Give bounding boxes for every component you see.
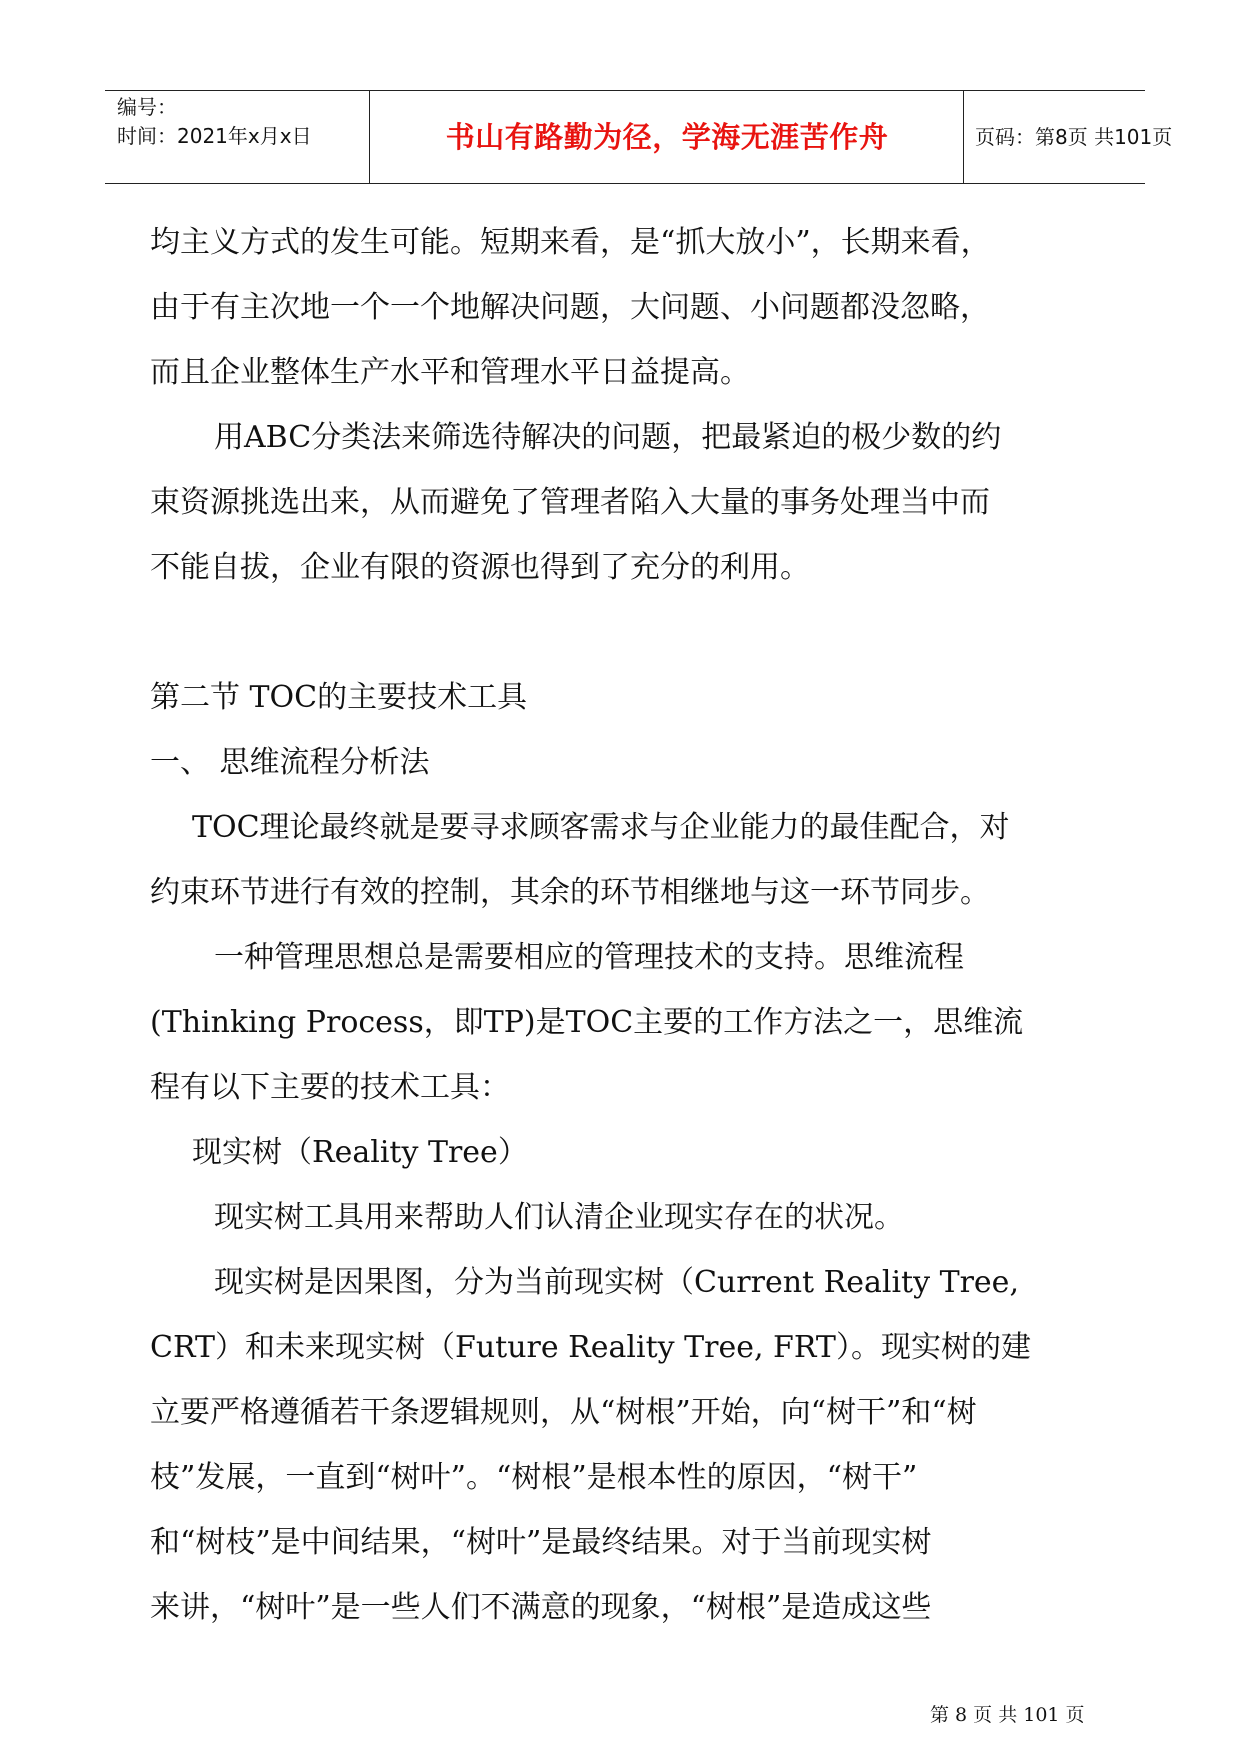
section-heading: 第二节 TOC的主要技术工具 (150, 680, 528, 715)
paragraph-line: 和“树枝”是中间结果，“树叶”是最终结果。对于当前现实树 (150, 1525, 932, 1560)
tool-heading: 现实树（Reality Tree） (192, 1135, 528, 1170)
paragraph-line: TOC理论最终就是要寻求顾客需求与企业能力的最佳配合，对 (192, 810, 1010, 845)
paragraph-line: 程有以下主要的技术工具： (150, 1070, 510, 1105)
blank-line (150, 600, 1140, 665)
paragraph-line: 枝”发展，一直到“树叶”。“树根”是根本性的原因，“树干” (150, 1460, 918, 1495)
paragraph-line: 现实树工具用来帮助人们认清企业现实存在的状况。 (214, 1200, 904, 1235)
paragraph-line: 均主义方式的发生可能。短期来看，是“抓大放小”，长期来看， (150, 225, 991, 260)
paragraph-line: 现实树是因果图，分为当前现实树（Current Reality Tree, (214, 1265, 1019, 1300)
paragraph-line: 一种管理思想总是需要相应的管理技术的支持。思维流程 (214, 940, 964, 975)
serial-number-label: 编号： (117, 95, 177, 119)
page-footer: 第 8 页 共 101 页 (930, 1704, 1085, 1726)
paragraph-line: 不能自拔，企业有限的资源也得到了充分的利用。 (150, 550, 810, 585)
paragraph-line: 立要严格遵循若干条逻辑规则，从“树根”开始，向“树干”和“树 (150, 1395, 977, 1430)
subsection-heading: 一、 思维流程分析法 (150, 745, 430, 780)
time-label: 时间：2021年x月x日 (117, 124, 312, 148)
paragraph-line: 由于有主次地一个一个地解决问题，大问题、小问题都没忽略， (150, 290, 990, 325)
paragraph-line: 来讲，“树叶”是一些人们不满意的现象，“树根”是造成这些 (150, 1590, 932, 1625)
header-divider-left (369, 91, 370, 183)
paragraph-line: (Thinking Process，即TP)是TOC主要的工作方法之一，思维流 (150, 1005, 1024, 1040)
header-page-info: 页码：第8页 共101页 (975, 125, 1173, 149)
page-header (105, 90, 1173, 184)
header-divider-right (963, 91, 964, 183)
paragraph-line: 用ABC分类法来筛选待解决的问题，把最紧迫的极少数的约 (214, 420, 1002, 455)
paragraph-line: CRT）和未来现实树（Future Reality Tree, FRT）。现实树的建 (150, 1330, 1031, 1365)
paragraph-line: 而且企业整体生产水平和管理水平日益提高。 (150, 355, 750, 390)
header-motto: 书山有路勤为径，学海无涯苦作舟 (445, 120, 889, 154)
header-left-cell (117, 93, 312, 151)
document-body (150, 210, 1140, 1640)
paragraph-line: 束资源挑选出来，从而避免了管理者陷入大量的事务处理当中而 (150, 485, 990, 520)
paragraph-line: 约束环节进行有效的控制，其余的环节相继地与这一环节同步。 (150, 875, 990, 910)
